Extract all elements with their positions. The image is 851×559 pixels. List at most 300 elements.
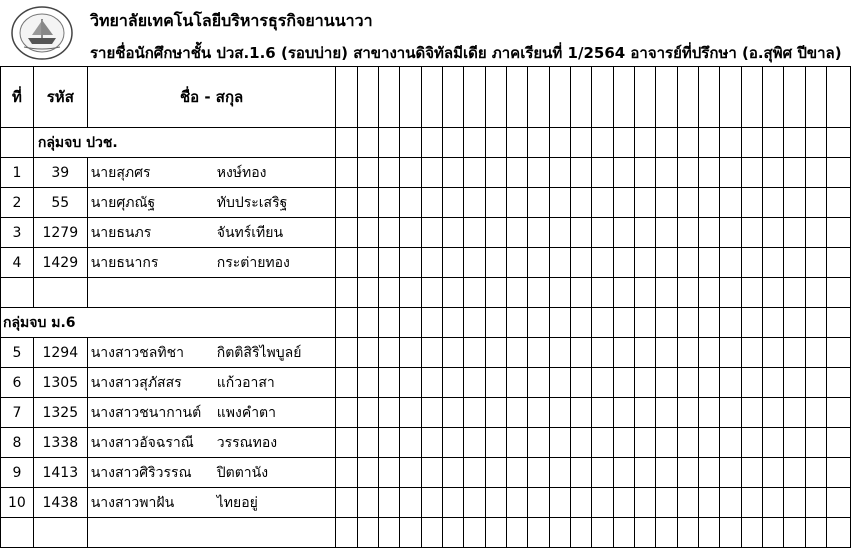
student-last-name: แพงคำตา [216,404,277,421]
grid-cell [720,278,741,308]
grid-cell [464,398,485,428]
student-first-name: นายธนภร [90,224,152,241]
grid-cell [699,518,720,548]
student-number: 6 [1,368,34,398]
grid-cell [805,158,826,188]
grid-cell [720,398,741,428]
grid-cell [656,458,677,488]
grid-cell [613,368,634,398]
grid-cell [443,458,464,488]
group-cell-blank [1,128,34,158]
grid-cell [464,518,485,548]
grid-cell [528,488,549,518]
grid-cell [656,338,677,368]
grid-cell [677,488,698,518]
grid-cell [741,128,762,158]
grid-cell [33,518,87,548]
grid-cell [507,67,528,128]
grid-cell [485,278,506,308]
student-last-name: จันทร์เทียน [216,224,284,241]
grid-cell [805,518,826,548]
grid-cell [485,488,506,518]
grid-cell [485,218,506,248]
grid-cell [677,458,698,488]
student-id: 1305 [33,368,87,398]
student-row [1,398,851,428]
grid-cell [677,278,698,308]
grid-cell [379,428,400,458]
grid-cell [720,67,741,128]
grid-cell [507,158,528,188]
student-list-table [0,66,851,548]
grid-cell [485,188,506,218]
student-first-name: นางสาวชนากานต์ [90,404,202,421]
grid-cell [763,248,784,278]
grid-cell [784,218,805,248]
grid-cell [443,518,464,548]
grid-cell [656,248,677,278]
grid-cell [677,248,698,278]
grid-cell [677,128,698,158]
grid-cell [485,128,506,158]
grid-cell [805,278,826,308]
grid-cell [763,218,784,248]
grid-cell [571,278,592,308]
student-row [1,188,851,218]
grid-cell [421,518,442,548]
grid-cell [379,67,400,128]
grid-cell [549,518,570,548]
student-name [87,398,336,428]
grid-cell [507,338,528,368]
grid-cell [443,278,464,308]
grid-cell [357,278,378,308]
grid-cell [784,278,805,308]
grid-cell [635,188,656,218]
grid-cell [336,338,357,368]
grid-cell [720,458,741,488]
grid-cell [592,128,613,158]
grid-cell [443,67,464,128]
student-name [87,158,336,188]
grid-cell [699,428,720,458]
grid-cell [677,158,698,188]
grid-cell [485,398,506,428]
student-last-name: กิตติสิริไพบูลย์ [216,344,302,361]
grid-cell [571,398,592,428]
grid-cell [507,368,528,398]
grid-cell [379,308,400,338]
grid-cell [336,67,357,128]
grid-cell [400,398,421,428]
group-label: กลุ่มจบ ม.6 [1,308,336,338]
grid-cell [613,67,634,128]
grid-cell [87,518,336,548]
grid-cell [464,218,485,248]
grid-cell [720,308,741,338]
grid-cell [613,428,634,458]
student-name [87,368,336,398]
student-number: 7 [1,398,34,428]
grid-cell [485,308,506,338]
grid-cell [528,128,549,158]
grid-cell [699,218,720,248]
grid-cell [528,218,549,248]
grid-cell [400,488,421,518]
student-name [87,458,336,488]
grid-cell [635,308,656,338]
grid-cell [592,278,613,308]
grid-cell [720,518,741,548]
student-first-name: นางสาวอัจฉราณี [90,434,194,451]
grid-cell [549,368,570,398]
grid-cell [592,368,613,398]
grid-cell [699,67,720,128]
grid-cell [784,67,805,128]
grid-cell [656,398,677,428]
grid-cell [784,248,805,278]
grid-cell [336,158,357,188]
grid-cell [379,488,400,518]
grid-cell [357,188,378,218]
grid-cell [635,158,656,188]
grid-cell [720,428,741,458]
grid-cell [656,67,677,128]
grid-cell [507,128,528,158]
grid-cell [741,488,762,518]
grid-cell [699,128,720,158]
grid-cell [720,128,741,158]
grid-cell [763,338,784,368]
grid-cell [571,428,592,458]
grid-cell [357,518,378,548]
grid-cell [699,398,720,428]
grid-cell [805,308,826,338]
student-name [87,248,336,278]
grid-cell [507,218,528,248]
grid-cell [507,188,528,218]
grid-cell [635,218,656,248]
grid-cell [613,158,634,188]
grid-cell [699,488,720,518]
grid-cell [443,368,464,398]
grid-cell [485,368,506,398]
grid-cell [763,278,784,308]
grid-cell [400,278,421,308]
grid-cell [613,338,634,368]
grid-cell [400,518,421,548]
grid-cell [379,398,400,428]
grid-cell [421,158,442,188]
student-id: 39 [33,158,87,188]
grid-cell [720,368,741,398]
grid-cell [507,278,528,308]
grid-cell [507,428,528,458]
grid-cell [784,458,805,488]
grid-cell [613,458,634,488]
grid-cell [549,398,570,428]
grid-cell [87,278,336,308]
column-header-no: ที่ [1,67,34,128]
student-name [87,188,336,218]
grid-cell [741,338,762,368]
grid-cell [592,488,613,518]
grid-cell [571,518,592,548]
grid-cell [464,158,485,188]
grid-cell [699,308,720,338]
grid-cell [528,398,549,428]
grid-cell [528,368,549,398]
grid-cell [528,338,549,368]
grid-cell [784,338,805,368]
grid-cell [379,158,400,188]
institution-title: วิทยาลัยเทคโนโลยีบริหารธุรกิจยานนาวา [90,11,373,30]
grid-cell [421,428,442,458]
grid-cell [784,308,805,338]
student-id: 1438 [33,488,87,518]
grid-cell [635,488,656,518]
grid-cell [421,488,442,518]
grid-cell [805,67,826,128]
student-id: 1429 [33,248,87,278]
grid-cell [379,278,400,308]
grid-cell [1,518,34,548]
grid-cell [443,248,464,278]
grid-cell [400,158,421,188]
student-id: 1325 [33,398,87,428]
grid-cell [443,158,464,188]
grid-cell [592,518,613,548]
grid-cell [507,518,528,548]
student-name [87,338,336,368]
grid-cell [613,218,634,248]
grid-cell [677,398,698,428]
grid-cell [741,218,762,248]
grid-cell [635,338,656,368]
student-row [1,248,851,278]
grid-cell [592,338,613,368]
grid-cell [336,278,357,308]
grid-cell [357,398,378,428]
grid-cell [571,458,592,488]
column-header-id: รหัส [33,67,87,128]
grid-cell [613,278,634,308]
student-id: 1294 [33,338,87,368]
grid-cell [827,518,851,548]
grid-cell [741,278,762,308]
grid-cell [805,128,826,158]
grid-cell [400,368,421,398]
grid-cell [336,518,357,548]
grid-cell [485,428,506,458]
grid-cell [827,428,851,458]
grid-cell [400,458,421,488]
grid-cell [763,518,784,548]
grid-cell [549,308,570,338]
student-row [1,218,851,248]
grid-cell [571,218,592,248]
grid-cell [336,308,357,338]
grid-cell [379,188,400,218]
grid-cell [528,158,549,188]
grid-cell [805,338,826,368]
grid-cell [464,488,485,518]
grid-cell [379,128,400,158]
grid-cell [656,128,677,158]
grid-cell [677,368,698,398]
grid-cell [357,218,378,248]
student-number: 10 [1,488,34,518]
grid-cell [656,278,677,308]
grid-cell [443,488,464,518]
grid-cell [784,188,805,218]
grid-cell [677,428,698,458]
grid-cell [421,278,442,308]
grid-cell [421,128,442,158]
grid-cell [720,158,741,188]
grid-cell [592,398,613,428]
grid-cell [421,248,442,278]
student-last-name: แก้วอาสา [216,374,275,391]
grid-cell [485,158,506,188]
grid-cell [507,398,528,428]
student-id: 1279 [33,218,87,248]
grid-cell [635,248,656,278]
grid-cell [827,368,851,398]
grid-cell [528,428,549,458]
grid-cell [635,368,656,398]
grid-cell [33,278,87,308]
grid-cell [827,398,851,428]
grid-cell [656,488,677,518]
grid-cell [720,218,741,248]
grid-cell [507,248,528,278]
grid-cell [699,338,720,368]
grid-cell [656,308,677,338]
grid-cell [763,308,784,338]
grid-cell [400,248,421,278]
grid-cell [635,518,656,548]
grid-cell [549,128,570,158]
grid-cell [336,188,357,218]
grid-cell [357,458,378,488]
grid-cell [400,128,421,158]
grid-cell [528,248,549,278]
grid-cell [805,398,826,428]
student-last-name: หงษ์ทอง [216,164,267,181]
student-id: 55 [33,188,87,218]
grid-cell [421,67,442,128]
grid-cell [357,158,378,188]
grid-cell [699,458,720,488]
student-first-name: นายสุภศร [90,164,151,181]
grid-cell [507,458,528,488]
grid-cell [741,158,762,188]
grid-cell [656,158,677,188]
student-name [87,488,336,518]
grid-cell [464,67,485,128]
grid-cell [443,338,464,368]
group-row [1,308,851,338]
grid-cell [400,338,421,368]
grid-cell [379,368,400,398]
grid-cell [805,368,826,398]
grid-cell [656,218,677,248]
college-seal-icon [10,5,74,61]
grid-cell [357,488,378,518]
grid-cell [656,518,677,548]
grid-cell [613,398,634,428]
grid-cell [379,218,400,248]
grid-cell [805,458,826,488]
grid-cell [677,308,698,338]
document-header [0,0,851,66]
grid-cell [528,518,549,548]
grid-cell [421,458,442,488]
grid-cell [443,218,464,248]
grid-cell [571,308,592,338]
grid-cell [549,428,570,458]
grid-cell [421,338,442,368]
grid-cell [763,458,784,488]
student-first-name: นายศุภณัฐ [90,194,156,211]
student-row [1,488,851,518]
grid-cell [400,308,421,338]
grid-cell [613,128,634,158]
grid-cell [400,428,421,458]
grid-cell [336,218,357,248]
grid-cell [336,428,357,458]
student-row [1,428,851,458]
grid-cell [379,338,400,368]
student-last-name: ไทยอยู่ [216,494,258,511]
grid-cell [635,128,656,158]
grid-cell [357,248,378,278]
grid-cell [443,428,464,458]
grid-cell [379,248,400,278]
grid-cell [571,488,592,518]
grid-cell [613,248,634,278]
grid-cell [549,338,570,368]
grid-cell [571,248,592,278]
group-label: กลุ่มจบ ปวช. [33,128,336,158]
student-row [1,368,851,398]
grid-cell [763,128,784,158]
grid-cell [763,67,784,128]
student-row [1,158,851,188]
grid-cell [805,488,826,518]
grid-cell [485,458,506,488]
grid-cell [571,128,592,158]
grid-cell [827,218,851,248]
grid-cell [443,398,464,428]
blank-row [1,518,851,548]
grid-cell [805,248,826,278]
grid-cell [464,338,485,368]
grid-cell [507,488,528,518]
grid-cell [421,188,442,218]
grid-cell [720,488,741,518]
grid-cell [763,398,784,428]
grid-cell [443,308,464,338]
grid-cell [357,428,378,458]
student-name [87,428,336,458]
grid-cell [827,67,851,128]
grid-cell [699,158,720,188]
grid-cell [677,338,698,368]
grid-cell [613,488,634,518]
grid-cell [827,128,851,158]
